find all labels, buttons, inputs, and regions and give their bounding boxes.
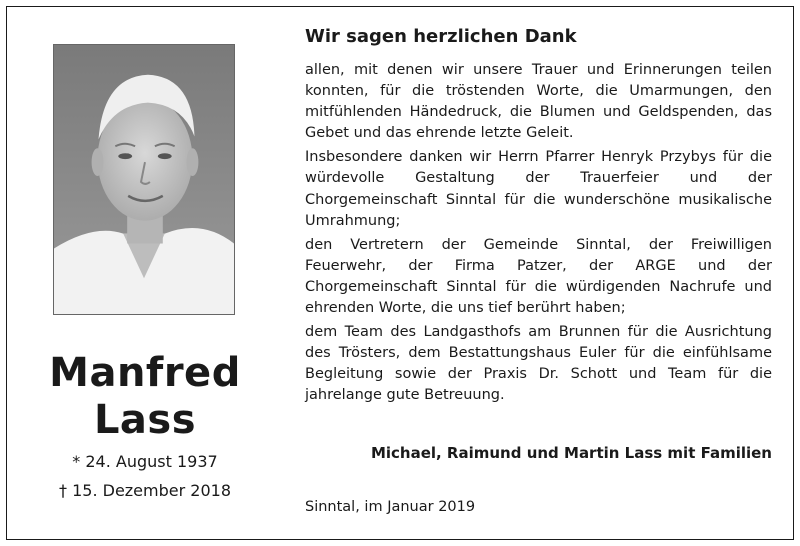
paragraph-pastor-choir: Insbesondere danken wir Herrn Pfarrer Henryk Przybys für die würdevolle Gestaltung der Trauerfeier und der Chorgemeinschaft Sinntal für die wunderschöne musikalische Umrahmung;: [305, 149, 772, 229]
portrait-photo-icon: [53, 44, 235, 315]
paragraph-general-thanks: allen, mit denen wir unsere Trauer und Erinnerungen teilen konnten, für die tröstenden Worte, die Umarmungen, den mitfühlenden Händedruck, die Blumen und Geldspenden, das Gebet und das ehrende letzte Geleit.: [305, 62, 772, 142]
first-name: Manfred: [49, 350, 241, 396]
notice-body: [305, 60, 772, 410]
family-signature: Michael, Raimund und Martin Lass mit Familien: [370, 444, 772, 462]
notice-heading: Wir sagen herzlichen Dank: [305, 26, 577, 47]
paragraph-team: dem Team des Landgasthofs am Brunnen für die Ausrichtung des Trösters, dem Bestattungshaus Euler für die einfühlsame Begleitung sowie der Praxis Dr. Schott und Team für die jahrelange gute Betreuung.: [305, 324, 772, 404]
birth-date: * 24. August 1937: [72, 452, 218, 471]
place-date: Sinntal, im Januar 2019: [305, 499, 476, 515]
death-date: † 15. Dezember 2018: [59, 481, 231, 500]
paragraph-community: den Vertretern der Gemeinde Sinntal, der Freiwilligen Feuerwehr, der Firma Patzer, der ARGE und der Chorgemeinschaft Sinntal für die würdigenden Nachrufe und ehrenden Worte, die uns tief berührt haben;: [305, 236, 772, 317]
last-name: Lass: [93, 397, 197, 443]
